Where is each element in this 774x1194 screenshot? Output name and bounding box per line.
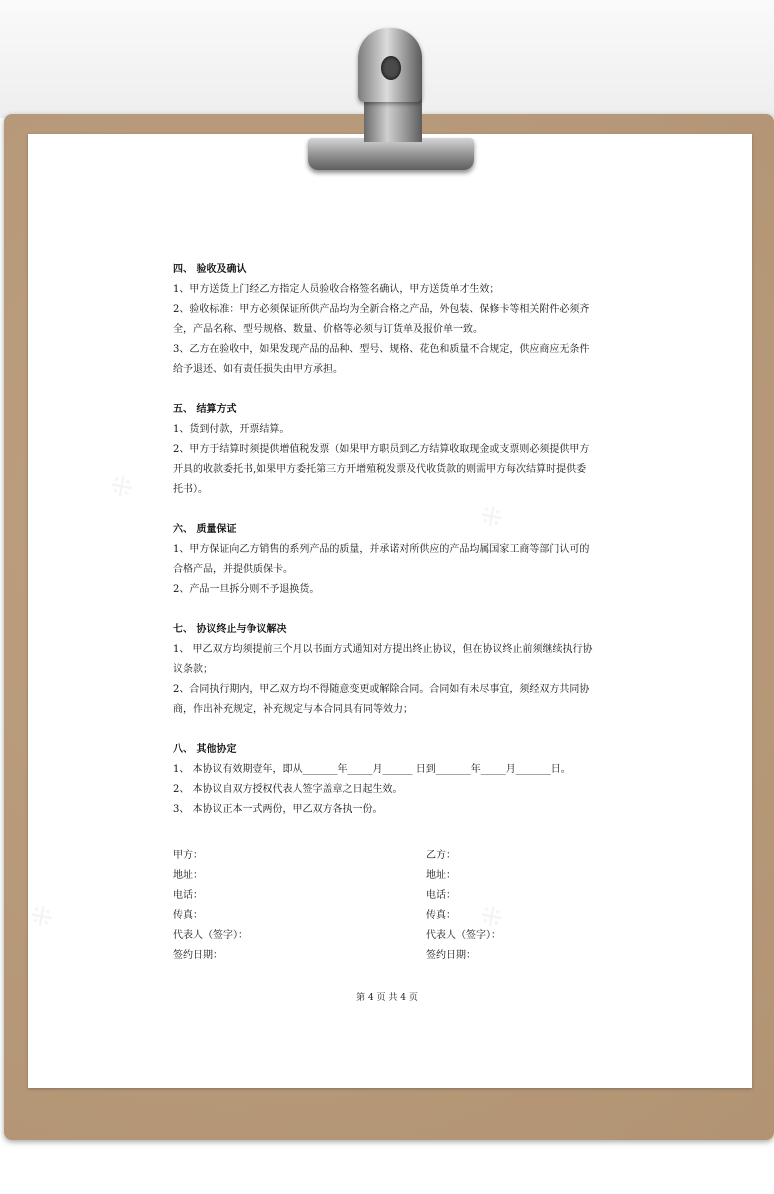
- signing-date-label: 签约日期：: [426, 950, 476, 961]
- binder-clip-plate: [308, 138, 474, 170]
- section-heading-termination: 七、 协议终止与争议解决: [173, 624, 287, 635]
- paragraph-line: 2、合同执行期内，甲乙双方均不得随意变更或解除合同。合同如有未尽事宜，须经双方共同协: [173, 684, 590, 695]
- watermark: ※: [22, 896, 61, 937]
- fax-label: 传真：: [173, 910, 203, 921]
- paragraph-line: 商，作出补充规定，补充规定与本合同具有同等效力；: [173, 704, 413, 715]
- fax-label: 传真：: [426, 910, 456, 921]
- section-heading-settlement: 五、 结算方式: [173, 404, 237, 415]
- paragraph-line: 3、乙方在验收中，如果发现产品的品种、型号、规格、花色和质量不合规定，供应商应无条件: [173, 344, 590, 355]
- watermark: ※: [472, 896, 511, 937]
- phone-label: 电话：: [173, 890, 203, 901]
- paragraph-line: 2、 本协议自双方授权代表人签字盖章之日起生效。: [173, 784, 403, 795]
- paragraph-line: 1、 甲乙双方均须提前三个月以书面方式通知对方提出终止协议，但在协议终止前须继续执行协: [173, 644, 593, 655]
- address-label: 地址：: [426, 870, 456, 881]
- watermark: ※: [472, 496, 511, 537]
- signature-block: [173, 846, 613, 966]
- paragraph-line: 托书）。: [173, 484, 208, 495]
- section-heading-quality: 六、 质量保证: [173, 524, 237, 535]
- party-b-label: 乙方：: [426, 850, 456, 861]
- paragraph-line: 1、甲方送货上门经乙方指定人员验收合格签名确认，甲方送货单才生效；: [173, 284, 500, 295]
- paragraph-line: 1、 本协议有效期壹年，即从_______年_____月______ 日到_______年_____月_______日。: [173, 764, 571, 775]
- signing-date-label: 签约日期：: [173, 950, 223, 961]
- contract-body: [173, 260, 613, 820]
- paragraph-line: 给予退还、如有责任损失由甲方承担。: [173, 364, 343, 375]
- section-heading-acceptance: 四、 验收及确认: [173, 264, 247, 275]
- binder-clip-hole: [381, 56, 401, 80]
- paragraph-line: 开具的收款委托书,如果甲方委托第三方开增殖税发票及代收货款的则需甲方每次结算时提供委: [173, 464, 587, 475]
- paragraph-line: 议条款；: [173, 664, 213, 675]
- phone-label: 电话：: [426, 890, 456, 901]
- paragraph-line: 2、产品一旦拆分则不予退换货。: [173, 584, 320, 595]
- page-number: 第 4 页 共 4 页: [356, 993, 418, 1003]
- paragraph-line: 2、甲方于结算时须提供增值税发票（如果甲方职员到乙方结算收取现金或支票则必须提供甲方: [173, 444, 590, 455]
- paragraph-line: 2、验收标准：甲方必须保证所供产品均为全新合格之产品，外包装、保修卡等相关附件必须齐: [173, 304, 590, 315]
- representative-label: 代表人（签字）：: [173, 930, 248, 941]
- paragraph-line: 合格产品，并提供质保卡。: [173, 564, 293, 575]
- paragraph-line: 3、 本协议正本一式两份，甲乙双方各执一份。: [173, 804, 383, 815]
- watermark: ※: [102, 466, 141, 507]
- paragraph-line: 全，产品名称、型号规格、数量、价格等必须与订货单及报价单一致。: [173, 324, 483, 335]
- party-a-label: 甲方：: [173, 850, 203, 861]
- paragraph-line: 1、甲方保证向乙方销售的系列产品的质量，并承诺对所供应的产品均属国家工商等部门认可的: [173, 544, 590, 555]
- representative-label: 代表人（签字）：: [426, 930, 501, 941]
- paragraph-line: 1、货到付款，开票结算。: [173, 424, 290, 435]
- address-label: 地址：: [173, 870, 203, 881]
- section-heading-other: 八、 其他协定: [173, 744, 237, 755]
